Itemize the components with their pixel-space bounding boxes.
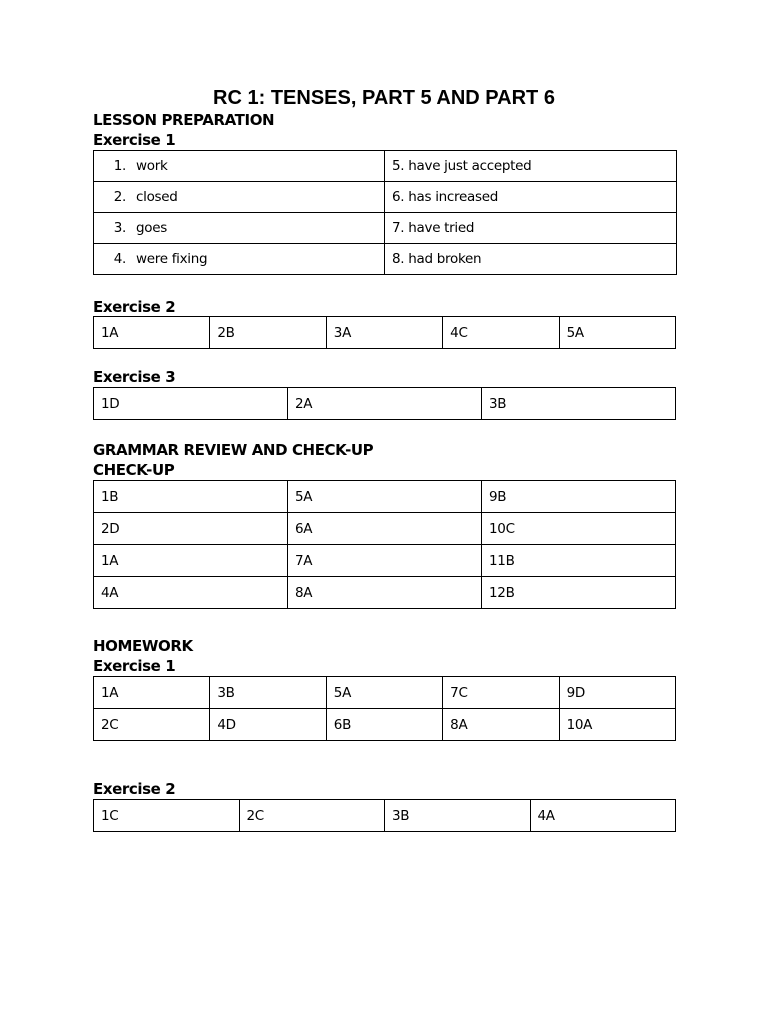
table-cell: 8. had broken	[385, 244, 677, 275]
table-cell: 1B	[94, 481, 288, 513]
table-cell	[94, 182, 385, 213]
table-cell: 5A	[288, 481, 482, 513]
table-cell: 5A	[326, 677, 442, 709]
exercise-heading: Exercise 1	[93, 131, 176, 149]
table-cell	[94, 244, 385, 275]
table-row	[94, 244, 677, 275]
table-cell: 6. has increased	[385, 182, 677, 213]
item-number: 3.	[113, 220, 126, 236]
table-cell: 3A	[326, 317, 442, 349]
table-cell: 3B	[210, 677, 326, 709]
table-cell: 3B	[482, 388, 676, 420]
table-cell: 2D	[94, 513, 288, 545]
table-cell: 2C	[94, 709, 210, 741]
table-cell: 8A	[288, 577, 482, 609]
item-number: 4.	[113, 251, 126, 267]
homework-exercise2-table	[93, 799, 676, 832]
table-cell: 11B	[482, 545, 676, 577]
table-cell: 7A	[288, 545, 482, 577]
table-cell: 5A	[559, 317, 675, 349]
table-row	[94, 577, 676, 609]
table-cell: 1A	[94, 317, 210, 349]
answer-text: closed	[136, 189, 178, 205]
table-cell: 4A	[530, 800, 676, 832]
table-cell: 8A	[443, 709, 559, 741]
table-cell: 10C	[482, 513, 676, 545]
table-row	[94, 545, 676, 577]
checkup-heading: CHECK-UP	[93, 461, 175, 479]
item-number: 2.	[113, 189, 126, 205]
section-heading-lesson-preparation: LESSON PREPARATION	[93, 111, 275, 129]
table-cell: 7C	[443, 677, 559, 709]
exercise-heading: Exercise 3	[93, 368, 176, 386]
table-cell: 5. have just accepted	[385, 151, 677, 182]
table-cell: 4D	[210, 709, 326, 741]
table-cell	[94, 151, 385, 182]
page-title: RC 1: TENSES, PART 5 AND PART 6	[213, 87, 555, 109]
table-cell: 6B	[326, 709, 442, 741]
lesson-exercise3-table	[93, 387, 676, 420]
table-cell: 2B	[210, 317, 326, 349]
table-cell: 12B	[482, 577, 676, 609]
table-row	[94, 513, 676, 545]
table-cell: 2C	[239, 800, 385, 832]
section-heading-grammar-review: GRAMMAR REVIEW AND CHECK-UP	[93, 441, 374, 459]
table-row	[94, 317, 676, 349]
section-heading-homework: HOMEWORK	[93, 637, 193, 655]
table-cell: 1D	[94, 388, 288, 420]
table-row	[94, 151, 677, 182]
homework-exercise1-table	[93, 676, 676, 741]
table-row	[94, 388, 676, 420]
exercise-heading: Exercise 2	[93, 780, 176, 798]
table-cell: 2A	[288, 388, 482, 420]
checkup-table	[93, 480, 676, 609]
table-row	[94, 800, 676, 832]
table-cell: 9D	[559, 677, 675, 709]
table-row	[94, 677, 676, 709]
table-cell: 1A	[94, 677, 210, 709]
table-cell	[94, 213, 385, 244]
table-cell: 3B	[385, 800, 531, 832]
exercise-heading: Exercise 1	[93, 657, 176, 675]
table-row	[94, 709, 676, 741]
lesson-exercise2-table	[93, 316, 676, 349]
answer-text: goes	[136, 220, 167, 236]
table-cell: 6A	[288, 513, 482, 545]
answer-text: work	[136, 158, 168, 174]
table-cell: 7. have tried	[385, 213, 677, 244]
exercise-heading: Exercise 2	[93, 298, 176, 316]
table-cell: 1C	[94, 800, 240, 832]
table-row	[94, 213, 677, 244]
answer-text: were fixing	[136, 251, 208, 267]
table-row	[94, 481, 676, 513]
table-cell: 9B	[482, 481, 676, 513]
table-cell: 1A	[94, 545, 288, 577]
item-number: 1.	[113, 158, 126, 174]
table-cell: 10A	[559, 709, 675, 741]
table-cell: 4A	[94, 577, 288, 609]
table-row	[94, 182, 677, 213]
table-cell: 4C	[443, 317, 559, 349]
lesson-exercise1-table	[93, 150, 677, 275]
